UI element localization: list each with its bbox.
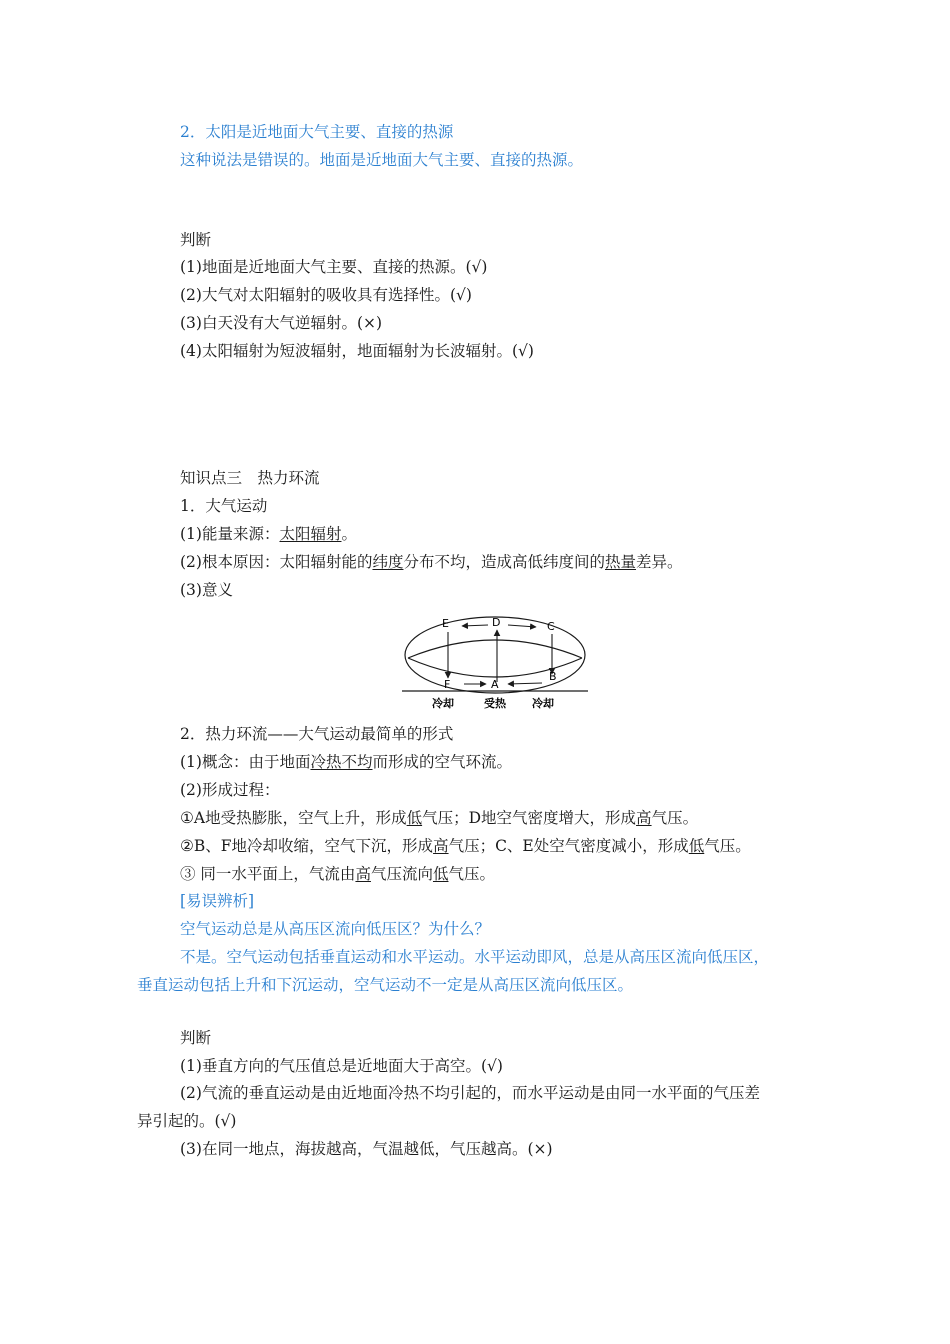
label-heated: 受热 (484, 697, 506, 710)
k3-energy (180, 524, 357, 544)
p2-u2: 低 (688, 837, 705, 855)
concept-pre: (1)概念：由于地面 (180, 753, 311, 771)
label-f: F (444, 678, 451, 691)
label-cool-right: 冷却 (532, 697, 554, 710)
p1-c: 气压。 (651, 809, 699, 827)
k3-concept (180, 752, 512, 772)
inner-upper-curve (408, 640, 582, 658)
p3-a: ③ 同一水平面上，气流由 (180, 865, 356, 883)
p1-b: 气压；D地空气密度增大，形成 (422, 809, 637, 827)
label-a: A (491, 678, 499, 691)
cause-u2: 热量 (605, 553, 637, 571)
thermal-circulation-diagram (400, 612, 590, 714)
judge1-item-3: (3)白天没有大气逆辐射。(×) (180, 314, 383, 332)
concept-underlined: 冷热不均 (310, 753, 373, 771)
p1-u2: 高 (636, 809, 652, 827)
mistake-answer-2: 垂直运动包括上升和下沉运动，空气运动不一定是从高压区流向低压区。 (137, 976, 634, 994)
item2-answer: 这种说法是错误的。地面是近地面大气主要、直接的热源。 (180, 151, 584, 169)
label-cool-left: 冷却 (432, 697, 454, 710)
p1-a: ①A地受热膨胀，空气上升，形成 (180, 809, 407, 827)
cause-mid: 分布不均，造成高低纬度间的 (403, 553, 605, 571)
energy-pre: (1)能量来源： (180, 525, 280, 543)
k3-process-3 (180, 864, 495, 884)
arrow-b-to-a (508, 683, 542, 684)
p3-u1: 高 (355, 865, 371, 883)
judge2-item-3: (3)在同一地点，海拔越高，气温越低，气压越高。(×) (180, 1140, 553, 1158)
item2-title: 2．太阳是近地面大气主要、直接的热源 (180, 123, 454, 141)
p2-c: 气压。 (704, 837, 751, 855)
cause-u1: 纬度 (372, 553, 404, 571)
judge1-item-4: (4)太阳辐射为短波辐射，地面辐射为长波辐射。(√) (180, 342, 534, 360)
judge2-item-1: (1)垂直方向的气压值总是近地面大于高空。(√) (180, 1057, 503, 1075)
p3-u2: 低 (432, 865, 449, 883)
energy-underlined: 太阳辐射 (279, 525, 342, 543)
judge1-item-1: (1)地面是近地面大气主要、直接的热源。(√) (180, 258, 488, 276)
label-d: D (492, 616, 501, 629)
p2-b: 气压；C、E处空气密度减小，形成 (448, 837, 689, 855)
k3-process-2 (180, 836, 751, 856)
p3-c: 气压。 (448, 865, 495, 883)
arrow-d-to-e (462, 625, 488, 626)
p2-a: ②B、F地冷却收缩，空气下沉，形成 (180, 837, 434, 855)
judge2-item-2-l2: 异引起的。(√) (137, 1112, 237, 1130)
mistake-answer-1: 不是。空气运动包括垂直运动和水平运动。水平运动即风，总是从高压区流向低压区， (180, 948, 770, 966)
label-b: B (549, 670, 557, 683)
k3-cause (180, 552, 683, 572)
k3-process: (2)形成过程： (180, 781, 280, 799)
concept-post: 而形成的空气环流。 (372, 753, 512, 771)
p2-u1: 高 (433, 837, 449, 855)
k3-process-1 (180, 808, 698, 828)
judge2-item-2-l1: (2)气流的垂直运动是由近地面冷热不均引起的，而水平运动是由同一水平面的气压差 (180, 1084, 760, 1102)
cause-pre: (2)根本原因：太阳辐射能的 (180, 553, 373, 571)
arrow-d-to-c (508, 625, 536, 627)
k3-s1: 1．大气运动 (180, 497, 268, 515)
p1-u1: 低 (406, 809, 423, 827)
mistake-tag: [易误辨析] (180, 892, 255, 910)
k3-meaning: (3)意义 (180, 581, 233, 599)
p3-b: 气压流向 (370, 865, 433, 883)
energy-post: 。 (341, 525, 357, 543)
judge-heading-1: 判断 (180, 231, 212, 249)
label-e: E (442, 617, 449, 630)
judge1-item-2: (2)大气对太阳辐射的吸收具有选择性。(√) (180, 286, 472, 304)
mistake-question: 空气运动总是从高压区流向低压区？为什么？ (180, 920, 491, 938)
cause-post: 差异。 (636, 553, 683, 571)
judge-heading-2: 判断 (180, 1029, 212, 1047)
k3-s2: 2．热力环流——大气运动最简单的形式 (180, 725, 454, 743)
label-c: C (547, 620, 555, 633)
k3-heading: 知识点三 热力环流 (180, 469, 320, 487)
